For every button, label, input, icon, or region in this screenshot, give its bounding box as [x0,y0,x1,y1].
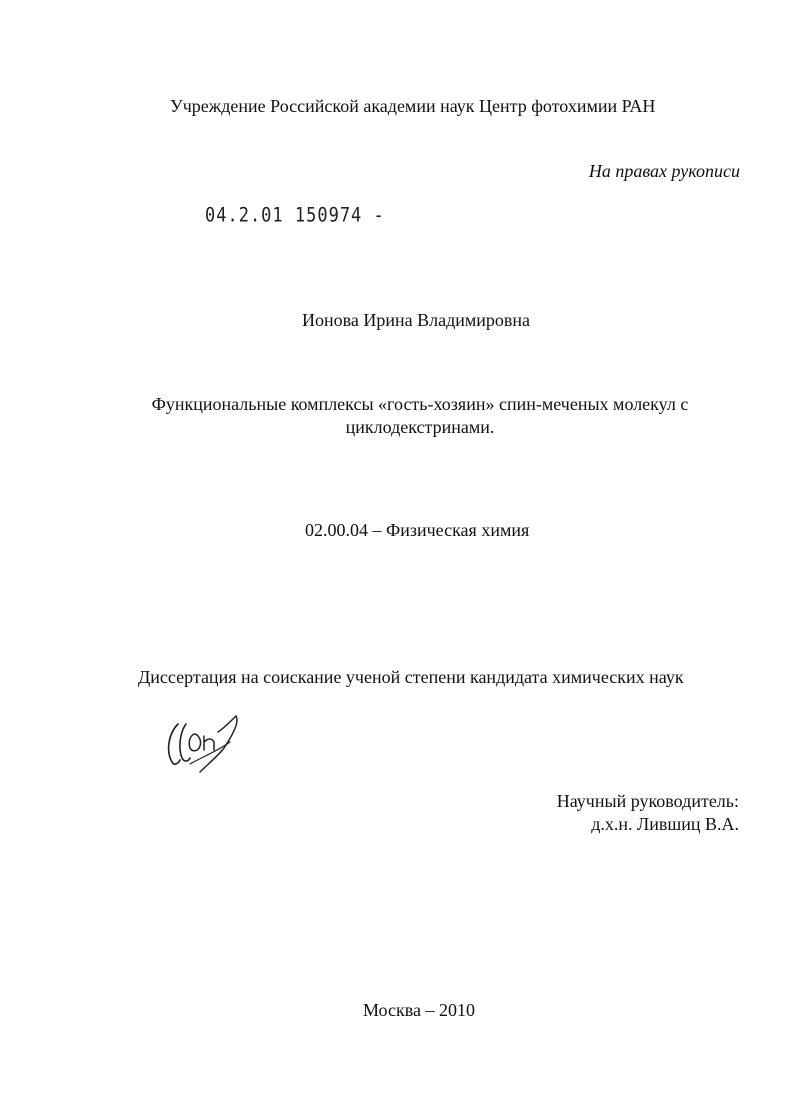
degree-statement: Диссертация на соискание ученой степени кандидата химических наук [138,667,684,687]
author-name: Ионова Ирина Владимировна [302,310,531,330]
supervisor-block [557,790,739,836]
supervisor-label: Научный руководитель: [556,791,739,811]
title-line-2: циклодекстринами. [345,417,495,437]
handwritten-signature [160,712,250,777]
title-line-1: Функциональные комплексы «гость-хозяин» спин-меченых молекул с [151,394,689,414]
specialty-code: 02.00.04 – Физическая химия [305,520,530,540]
institution-name: Учреждение Российской академии наук Центр фотохимии РАН [170,96,656,116]
dissertation-title [120,393,720,439]
registration-stamp-number: 04.2.01 150974 - [205,204,385,227]
rights-note: На правах рукописи [588,161,740,181]
supervisor-name: д.х.н. Лившиц В.А. [591,814,739,834]
place-and-year: Москва – 2010 [363,1000,475,1020]
